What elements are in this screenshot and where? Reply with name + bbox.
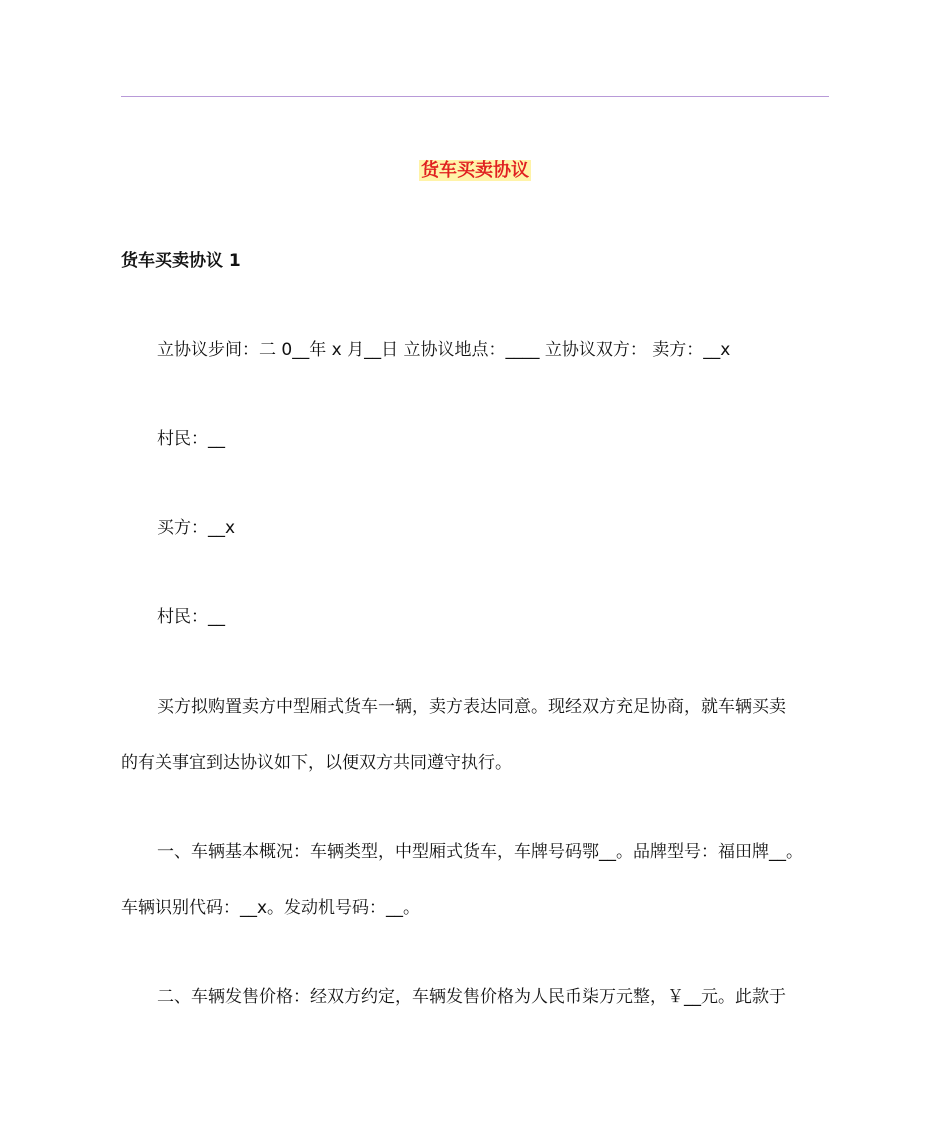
header-rule [121, 96, 829, 97]
paragraph-clause-1-line-2: 车辆识别代码：__x。发动机号码：__。 [121, 898, 421, 918]
paragraph-clause-1-line-1: 一、车辆基本概况：车辆类型，中型厢式货车，车牌号码鄂__。品牌型号：福田牌__。 [157, 842, 803, 862]
paragraph-intro-line-2: 的有关事宜到达协议如下，以便双方共同遵守执行。 [121, 753, 512, 773]
document-title-text: 货车买卖协议 [421, 160, 529, 181]
paragraph-clause-2-line-1: 二、车辆发售价格：经双方约定，车辆发售价格为人民币柒万元整，￥__元。此款于 [157, 987, 786, 1007]
paragraph-agreement-info: 立协议步间：二 0__年 x 月__日 立协议地点：____ 立协议双方： 卖方：__x [157, 340, 731, 360]
paragraph-buyer: 买方：__x [157, 518, 236, 538]
paragraph-buyer-villager: 村民：__ [157, 607, 225, 627]
document-title [0, 158, 950, 184]
paragraph-seller-villager: 村民：__ [157, 429, 225, 449]
section-heading: 货车买卖协议 1 [121, 251, 241, 271]
paragraph-intro-line-1: 买方拟购置卖方中型厢式货车一辆，卖方表达同意。现经双方充足协商，就车辆买卖 [157, 697, 786, 717]
